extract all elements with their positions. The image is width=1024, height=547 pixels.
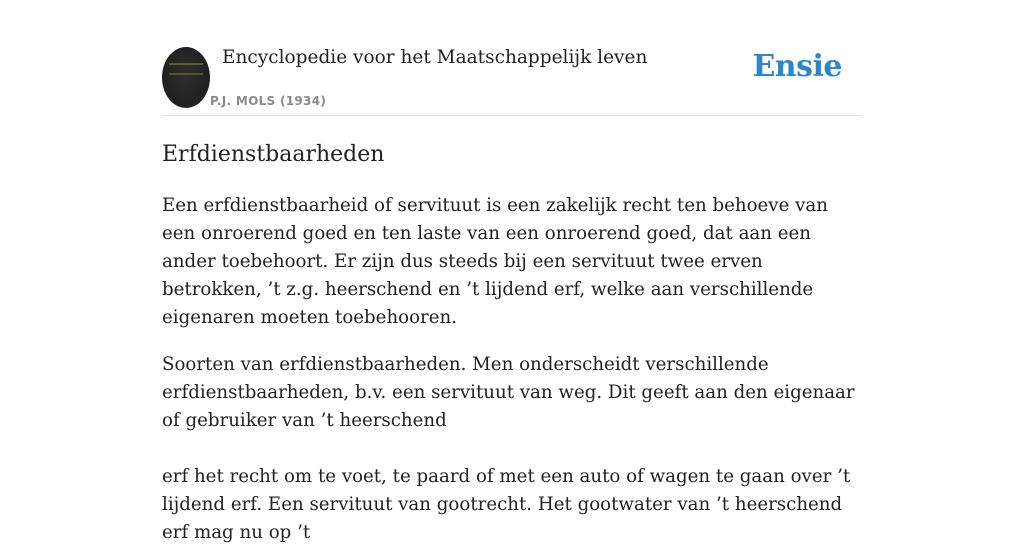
article-title: Erfdienstbaarheden (162, 142, 385, 167)
book-title[interactable]: Encyclopedie voor het Maatschappelijk leven (222, 47, 648, 68)
book-author: P.J. MOLS (1934) (210, 94, 327, 108)
article-paragraph: Een erfdienstbaarheid of servituut is een zakelijk recht ten behoeve van een onroerend goed en ten laste van een onroerend goed, dat aan een ander toebehoort. Er zijn dus steeds bij een servituut twee erven betrokken, ’t z.g. heerschend en ’t lijdend erf, welke aan verschillende eigenaren moeten toebehooren. (162, 195, 828, 328)
article-paragraph: Soorten van erfdienstbaarheden. Men onderscheidt verschillende erfdienstbaarheden, b.v. een servituut van weg. Dit geeft aan den eigenaar of gebruiker van ’t heerschend (162, 354, 855, 431)
site-logo[interactable]: Ensie (752, 49, 842, 84)
book-header (162, 46, 862, 116)
content-container (162, 46, 862, 547)
article-paragraph: erf het recht om te voet, te paard of met een auto of wagen te gaan over ’t lijdend erf. Een servituut van gootrecht. Het gootwater van ’t heerschend erf mag nu op ’t (162, 466, 851, 543)
cover-title-decoration (169, 63, 203, 75)
book-cover-image[interactable] (162, 47, 210, 108)
